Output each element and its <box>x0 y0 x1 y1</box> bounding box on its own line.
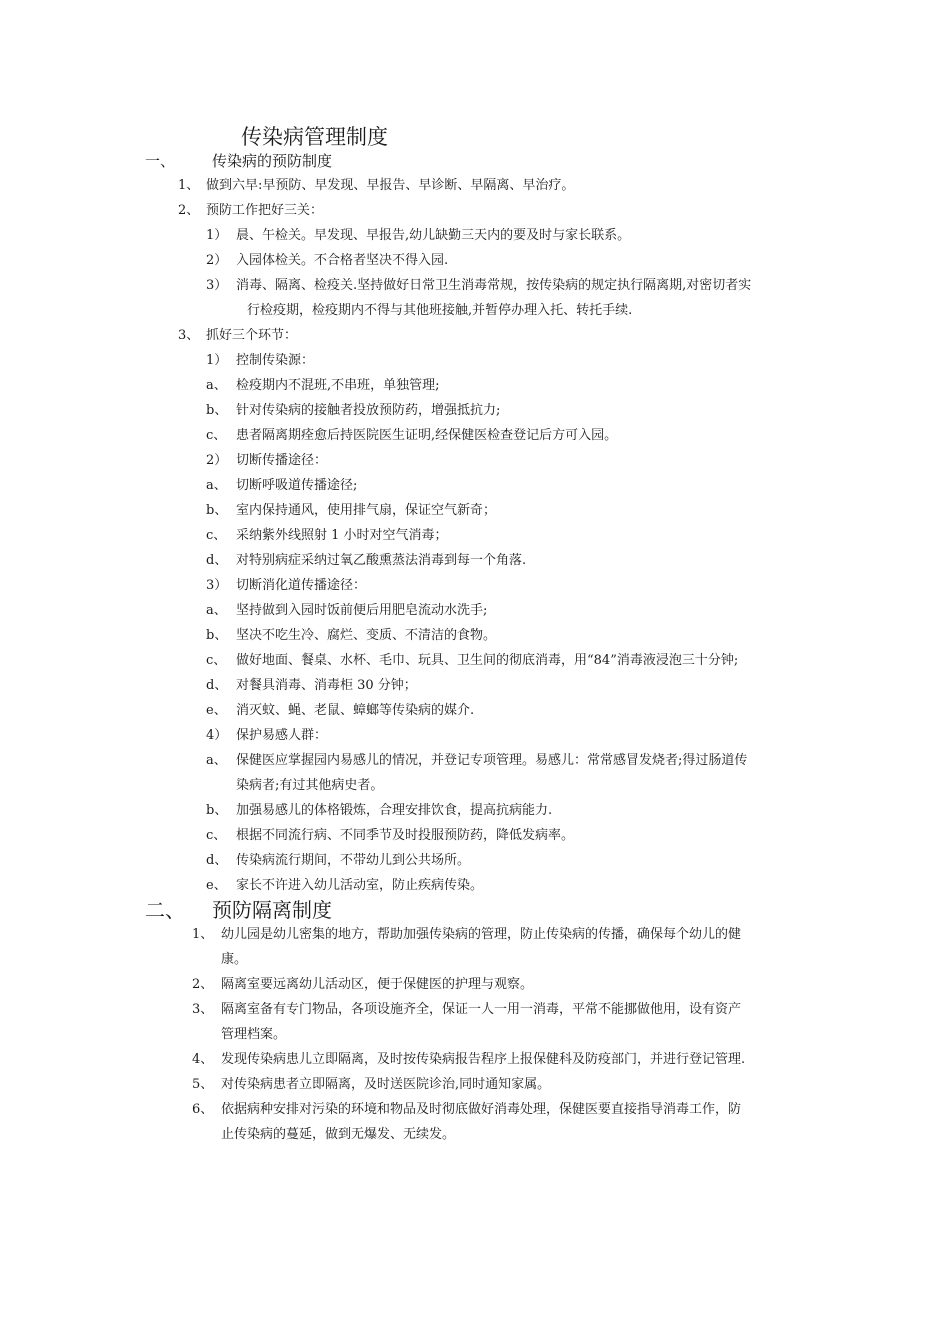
s1-item-2-number: 2、 <box>178 203 200 218</box>
s2-item-6-line1: 依据病种安排对污染的环境和物品及时彻底做好消毒处理，保健医要直接指导消毒工作，防 <box>221 1102 742 1117</box>
document-title: 传染病管理制度 <box>241 125 388 149</box>
s2-item-2-text: 隔离室要远离幼儿活动区，便于保健医的护理与观察。 <box>221 977 534 992</box>
s1-item-2-sub-3-line1: 消毒、隔离、检疫关.坚持做好日常卫生消毒常规，按传染病的规定执行隔离期,对密切者实 <box>236 278 752 293</box>
g1-c-number: c、 <box>206 428 227 443</box>
section-2-number: 二、 <box>145 898 185 922</box>
g3-e-text: 消灭蚊、蝇、老鼠、蟑螂等传染病的媒介. <box>236 703 475 718</box>
s2-item-3-line2: 管理档案。 <box>221 1027 287 1042</box>
g1-a-number: a、 <box>206 378 227 393</box>
g3-d-number: d、 <box>206 678 228 693</box>
s2-item-4-number: 4、 <box>192 1052 214 1067</box>
g3-a-number: a、 <box>206 603 227 618</box>
g2-number: 2） <box>206 453 228 468</box>
g3-c-number: c、 <box>206 653 227 668</box>
g4-d-number: d、 <box>206 853 228 868</box>
section-1-number: 一、 <box>145 152 176 170</box>
s2-item-1-line2: 康。 <box>221 952 248 967</box>
g3-c-text: 做好地面、餐桌、水杯、毛巾、玩具、卫生间的彻底消毒，用“84”消毒液浸泡三十分钟; <box>236 653 739 668</box>
g4-number: 4） <box>206 728 228 743</box>
s1-item-3-text: 抓好三个环节： <box>206 328 298 343</box>
g2-text: 切断传播途径： <box>236 453 328 468</box>
g1-text: 控制传染源： <box>236 353 315 368</box>
s1-item-2-sub-2-number: 2） <box>206 253 228 268</box>
g4-text: 保护易感人群： <box>236 728 328 743</box>
g3-e-number: e、 <box>206 703 227 718</box>
s1-item-3-number: 3、 <box>178 328 200 343</box>
g4-a-line1: 保健医应掌握园内易感儿的情况，并登记专项管理。易感儿：常常感冒发烧者;得过肠道传 <box>236 753 748 768</box>
g1-c-text: 患者隔离期痊愈后持医院医生证明,经保健医检查登记后方可入园。 <box>236 428 618 443</box>
s2-item-6-number: 6、 <box>192 1102 214 1117</box>
s1-item-2-sub-1-number: 1） <box>206 228 228 243</box>
section-1-heading: 传染病的预防制度 <box>212 152 333 170</box>
s2-item-3-line1: 隔离室备有专门物品，各项设施齐全，保证一人一用一消毒，平常不能挪做他用，设有资产 <box>221 1002 742 1017</box>
s2-item-6-line2: 止传染病的蔓延，做到无爆发、无续发。 <box>221 1127 456 1142</box>
g2-c-text: 采纳紫外线照射 1 小时对空气消毒； <box>236 528 448 543</box>
g2-c-number: c、 <box>206 528 227 543</box>
section-2-heading: 预防隔离制度 <box>212 898 332 922</box>
g3-d-text: 对餐具消毒、消毒柜 30 分钟； <box>236 678 417 693</box>
s2-item-1-line1: 幼儿园是幼儿密集的地方，帮助加强传染病的管理，防止传染病的传播，确保每个幼儿的健 <box>221 927 742 942</box>
g4-d-text: 传染病流行期间，不带幼儿到公共场所。 <box>236 853 471 868</box>
g2-a-number: a、 <box>206 478 227 493</box>
g4-b-text: 加强易感儿的体格锻炼，合理安排饮食，提高抗病能力. <box>236 803 553 818</box>
s1-item-2-sub-3-line2: 行检疫期，检疫期内不得与其他班接触,并暂停办理入托、转托手续. <box>247 303 633 318</box>
g1-b-text: 针对传染病的接触者投放预防药，增强抵抗力; <box>236 403 501 418</box>
s2-item-1-number: 1、 <box>192 927 214 942</box>
g2-a-text: 切断呼吸道传播途径; <box>236 478 358 493</box>
s2-item-5-text: 对传染病患者立即隔离，及时送医院诊治,同时通知家属。 <box>221 1077 551 1092</box>
s2-item-2-number: 2、 <box>192 977 214 992</box>
s2-item-3-number: 3、 <box>192 1002 214 1017</box>
g4-a-line2: 染病者;有过其他病史者。 <box>236 778 384 793</box>
s1-item-1-number: 1、 <box>178 178 200 193</box>
s1-item-2-sub-2-text: 入园体检关。不合格者坚决不得入园. <box>236 253 449 268</box>
s1-item-2-sub-1-text: 晨、午检关。早发现、早报告,幼儿缺勤三天内的要及时与家长联系。 <box>236 228 631 243</box>
g2-b-number: b、 <box>206 503 228 518</box>
s1-item-2-text: 预防工作把好三关： <box>206 203 324 218</box>
g3-a-text: 坚持做到入园时饭前便后用肥皂流动水洗手; <box>236 603 488 618</box>
g1-b-number: b、 <box>206 403 228 418</box>
g2-b-text: 室内保持通风，使用排气扇，保证空气新奇； <box>236 503 497 518</box>
g4-a-number: a、 <box>206 753 227 768</box>
s1-item-2-sub-3-number: 3） <box>206 278 228 293</box>
g4-b-number: b、 <box>206 803 228 818</box>
g2-d-number: d、 <box>206 553 228 568</box>
g1-number: 1） <box>206 353 228 368</box>
g4-c-text: 根据不同流行病、不同季节及时投服预防药，降低发病率。 <box>236 828 575 843</box>
g2-d-text: 对特别病症采纳过氧乙酸熏蒸法消毒到每一个角落. <box>236 553 527 568</box>
g3-text: 切断消化道传播途径： <box>236 578 367 593</box>
g3-number: 3） <box>206 578 228 593</box>
g1-a-text: 检疫期内不混班,不串班，单独管理; <box>236 378 440 393</box>
s2-item-5-number: 5、 <box>192 1077 214 1092</box>
s1-item-1-text: 做到六早:早预防、早发现、早报告、早诊断、早隔离、早治疗。 <box>206 178 575 193</box>
g3-b-number: b、 <box>206 628 228 643</box>
g3-b-text: 坚决不吃生冷、腐烂、变质、不清洁的食物。 <box>236 628 497 643</box>
g4-c-number: c、 <box>206 828 227 843</box>
g4-e-text: 家长不许进入幼儿活动室，防止疾病传染。 <box>236 878 484 893</box>
s2-item-4-text: 发现传染病患儿立即隔离，及时按传染病报告程序上报保健科及防疫部门，并进行登记管理. <box>221 1052 746 1067</box>
g4-e-number: e、 <box>206 878 227 893</box>
